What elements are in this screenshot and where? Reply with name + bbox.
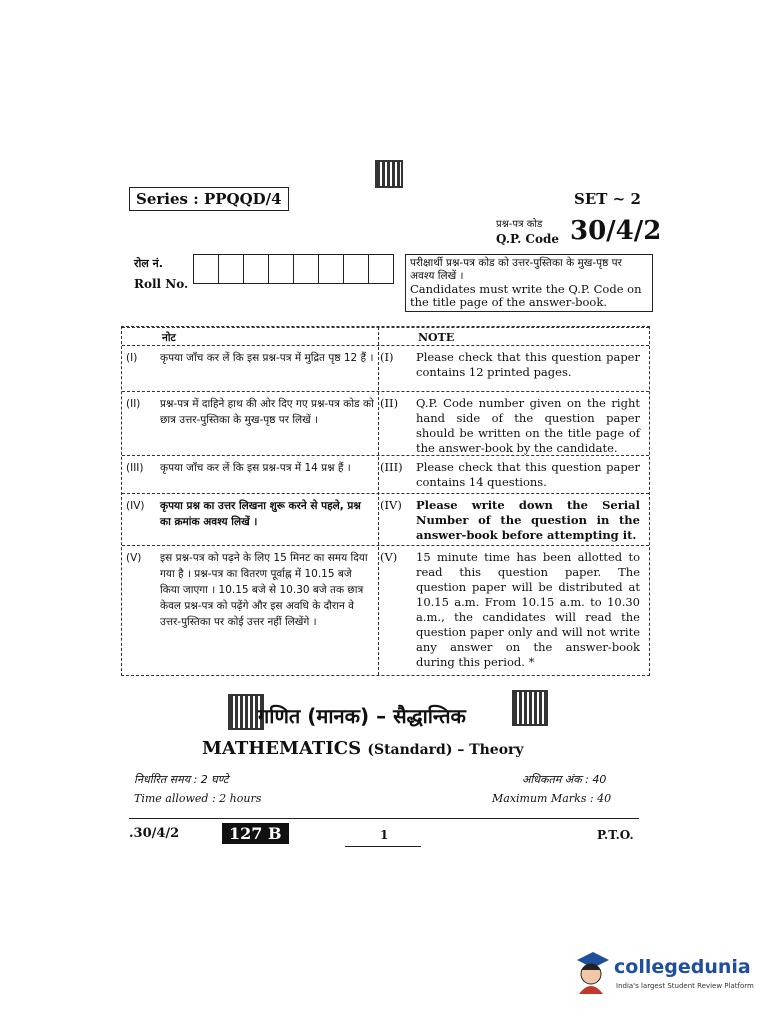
note-table [121,326,650,676]
note-text-hi: इस प्रश्न-पत्र को पढ़ने के लिए 15 मिनट का समय दिया गया है । प्रश्न-पत्र का वितरण पूर्वाह्न में 10.15 बजे किया जाएगा । 10.15 बजे से 10.30 बजे तक छात्र केवल प्रश्न-पत्र को पढ़ेंगे और इस अवधि के दौरान वे उत्तर-पुस्तिका पर कोई उत्तर नहीं लिखेंगे । [160,552,368,628]
candidate-note-en: Candidates must write the Q.P. Code on the title page of the answer-book. [410,282,642,309]
note-item-2 [122,391,649,456]
qp-code-label-en: Q.P. Code [496,232,560,246]
set-label: SET ~ 2 [574,190,641,208]
note-text-hi: कृपया जाँच कर लें कि इस प्रश्न-पत्र में मुद्रित पृष्ठ 12 हैं । [160,352,374,364]
note-idx-en: (IV) [380,498,402,512]
note-head-hi: नोट [162,332,176,344]
note-idx: (IV) [126,500,145,512]
note-item-5 [122,545,649,676]
footer-badge: 127 B [222,823,289,844]
roll-digit-box[interactable] [269,255,294,283]
roll-digit-box[interactable] [344,255,369,283]
roll-digit-box[interactable] [319,255,344,283]
candidate-note-hi: परीक्षार्थी प्रश्न-पत्र कोड को उत्तर-पुस्तिका के मुख-पृष्ठ पर अवश्य लिखें । [410,257,622,282]
note-idx: (II) [126,398,141,410]
pto-label: P.T.O. [597,828,634,842]
note-head-en: NOTE [418,331,455,344]
note-item-1 [122,345,649,392]
note-idx-en: (III) [380,460,403,474]
note-item-4 [122,493,649,546]
roll-digit-box[interactable] [219,255,244,283]
roll-digit-box[interactable] [294,255,319,283]
note-text-en: Please check that this question paper contains 14 questions. [416,460,640,489]
qr-code-right [512,690,548,726]
note-idx: (V) [126,552,142,564]
note-text-hi: प्रश्न-पत्र में दाहिने हाथ की ओर दिए गए प्रश्न-पत्र कोड को छात्र उत्तर-पुस्तिका के मुख-पृष्ठ पर लिखें । [160,398,374,426]
collegedunia-logo-icon [573,948,611,996]
max-marks-en: Maximum Marks : 40 [492,792,612,805]
time-allowed-hi: निर्धारित समय : 2 घण्टे [134,773,229,786]
note-header-row [122,327,649,346]
roll-label-hi: रोल नं. [134,257,163,270]
roll-number-boxes[interactable] [193,254,394,284]
note-idx-en: (I) [380,350,394,364]
qp-code-label-hi: प्रश्न-पत्र कोड [496,219,543,230]
note-idx-en: (V) [380,550,398,564]
roll-label-en: Roll No. [134,277,189,291]
note-item-3 [122,455,649,494]
watermark-tagline: India's largest Student Review Platform [616,982,754,990]
note-text-hi: कृपया जाँच कर लें कि इस प्रश्न-पत्र में 14 प्रश्न हैं । [160,462,351,474]
roll-digit-box[interactable] [369,255,393,283]
watermark-name: collegedunia [614,956,751,978]
note-text-hi: कृपया प्रश्न का उत्तर लिखना शुरू करने से पहले, प्रश्न का क्रमांक अवश्य लिखें । [160,500,361,528]
subject-title-hi: गणित (मानक) – सैद्धान्तिक [258,704,466,728]
note-text-en: 15 minute time has been allotted to read this question paper. The question paper will be distributed at 10.15 a.m. From 10.15 a.m. to 10.30 a.m., the candidates will read the question paper only and will not write any answer on the answer-book during this period. * [416,550,640,669]
page-number: 1 [380,828,389,842]
note-text-en: Please write down the Serial Number of the question in the answer-book before attempting it. [416,498,640,542]
subject-title-sub: (Standard) – Theory [367,742,524,758]
qp-code-value: 30/4/2 [570,216,662,246]
roll-digit-box[interactable] [244,255,269,283]
note-text-en: Q.P. Code number given on the right hand side of the question paper should be written on the title page of the answer-book by the candidate. [416,396,640,455]
subject-title-en [202,738,524,759]
note-idx: (I) [126,352,138,364]
footer-rule [129,818,639,819]
max-marks-hi: अधिकतम अंक : 40 [522,773,607,786]
series-label: Series : PPQQD/4 [129,187,289,211]
candidate-instruction-box [405,254,653,312]
footer-code: .30/4/2 [129,826,180,841]
note-idx: (III) [126,462,144,474]
time-allowed-en: Time allowed : 2 hours [134,792,262,805]
qr-code-top [375,160,403,188]
note-idx-en: (II) [380,396,399,410]
subject-title-main: MATHEMATICS [202,738,362,759]
note-text-en: Please check that this question paper contains 12 printed pages. [416,350,640,379]
roll-digit-box[interactable] [194,255,219,283]
page-number-rule [345,846,421,847]
